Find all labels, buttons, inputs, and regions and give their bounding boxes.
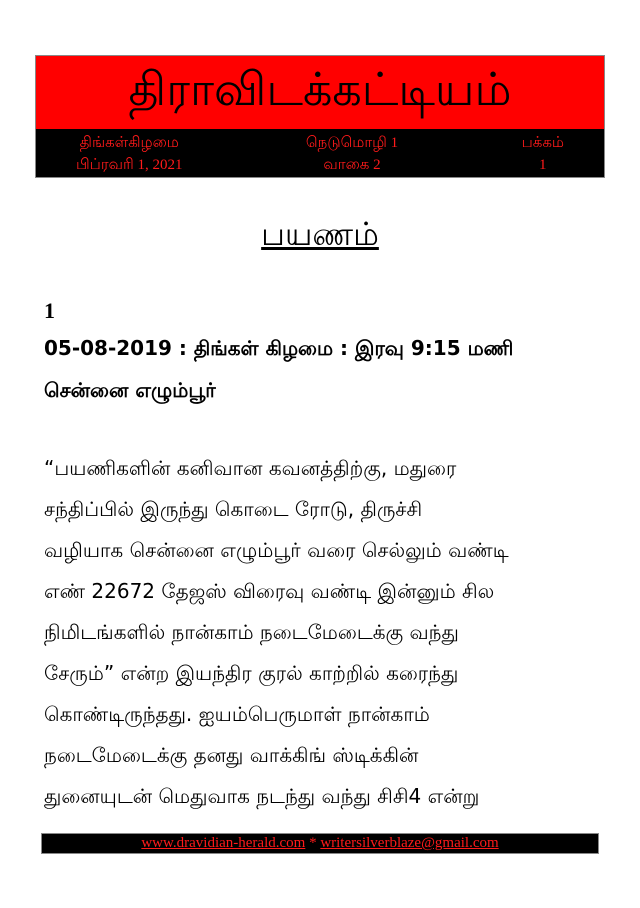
paragraph-line: “பயணிகளின் கனிவான கவனத்திற்கு, மதுரை bbox=[44, 456, 457, 480]
paragraph-line: சேரும்” என்ற இயந்திர குரல் காற்றில் கரைந்து bbox=[44, 661, 459, 685]
paragraph-line: கொண்டிருந்தது. ஐயம்பெருமாள் நான்காம் bbox=[44, 702, 430, 726]
paragraph-line: எண் 22672 தேஜஸ் விரைவு வண்டி இன்னும் சில bbox=[44, 579, 495, 603]
paragraph-line: வழியாக சென்னை எழும்பூர் வரை செல்லும் வண்டி bbox=[44, 538, 509, 562]
newspaper-title: திராவிடக்கட்டியம் bbox=[128, 63, 512, 115]
masthead-info-bar bbox=[36, 129, 604, 177]
masthead bbox=[35, 55, 605, 178]
masthead-title-bar bbox=[36, 56, 604, 129]
volume: நெடுமொழி 1 bbox=[305, 135, 399, 151]
issue: வாகை 2 bbox=[323, 157, 381, 173]
place: சென்னை எழும்பூர் bbox=[44, 378, 216, 402]
page-info bbox=[522, 129, 564, 177]
email-link[interactable]: writersilverblaze@gmail.com bbox=[320, 835, 499, 851]
page-label: பக்கம் bbox=[521, 135, 564, 151]
weekday: திங்கள்கிழமை bbox=[79, 135, 179, 151]
issue-date bbox=[76, 129, 183, 177]
paragraph-line: நிமிடங்களில் நான்காம் நடைமேடைக்கு வந்து bbox=[44, 620, 459, 644]
paragraph-line: சந்திப்பில் இருந்து கொடை ரோடு, திருச்சி bbox=[44, 497, 423, 521]
article-heading: பயணம் bbox=[261, 215, 379, 253]
dateline: 05-08-2019 : திங்கள் கிழமை : இரவு 9:15 மணி bbox=[44, 336, 514, 360]
article-paragraph bbox=[44, 448, 604, 817]
volume-issue bbox=[306, 129, 398, 177]
website-link[interactable]: www.dravidian-herald.com bbox=[141, 835, 306, 851]
page-number: 1 bbox=[539, 157, 547, 173]
date: பிப்ரவரி 1, 2021 bbox=[76, 157, 183, 173]
paragraph-line: நடைமேடைக்கு தனது வாக்கிங் ஸ்டிக்கின் bbox=[44, 743, 419, 767]
section-number: 1 bbox=[44, 298, 55, 323]
paragraph-line: துனையுடன் மெதுவாக நடந்து வந்து சிசி4 என்று bbox=[44, 784, 480, 808]
footer bbox=[41, 833, 599, 854]
footer-separator: * bbox=[305, 835, 321, 851]
